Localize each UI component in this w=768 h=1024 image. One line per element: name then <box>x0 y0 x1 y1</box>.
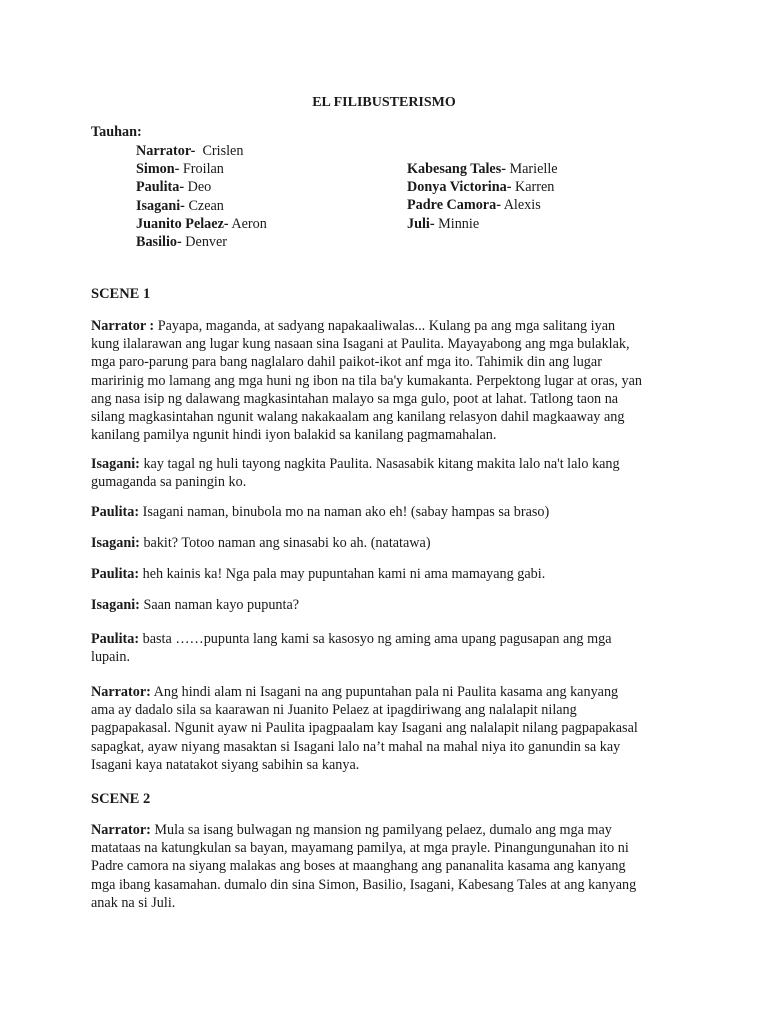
dialogue-line: ang nasa isip ng dalawang magkasintahan malayo sa mga gulo, poot at lahat. Tatlong taon na <box>91 390 619 407</box>
speaker-name: Isagani: <box>91 597 140 613</box>
dialogue-text: bakit? Totoo naman ang sinasabi ko ah. (natatawa) <box>139 535 431 551</box>
dialogue-block <box>91 596 681 614</box>
speaker-name: Isagani: <box>91 456 140 472</box>
dialogue-line <box>91 455 681 473</box>
dialogue-line: Padre camora na siyang malakas ang boses at maanghang ang pananalita kasama ang kanyang <box>91 858 626 875</box>
cast-list-left <box>136 142 267 251</box>
dialogue-block <box>91 565 681 583</box>
cast-actor: Karren <box>515 179 555 196</box>
cast-actor: Czean <box>188 197 224 214</box>
dialogue-text: Saan naman kayo pupunta? <box>139 597 300 613</box>
cast-actor: Denver <box>185 234 228 251</box>
cast-entry: Juanito Pelaez- Aeron <box>136 215 267 232</box>
cast-role: Donya Victorina <box>407 179 507 196</box>
cast-actor: Alexis <box>503 197 541 214</box>
cast-entry: Donya Victorina- Karren <box>407 179 555 196</box>
dialogue-line: mga paro-parung para bang naglalaro dahil paikot-ikot anf mga ito. Tahimik din ang lugar <box>91 354 602 371</box>
cast-role: Juli <box>407 215 430 232</box>
cast-entry: Isagani- Czean <box>136 197 224 214</box>
dialogue-line: ama ay dadalo sila sa kaarawan ni Juanito Pelaez at ipagdiriwang ang nalalapit nilang <box>91 702 577 719</box>
dialogue-block <box>91 630 681 666</box>
dialogue-block <box>91 683 681 774</box>
dialogue-line: matataas na katungkulan sa bayan, mayamang pamilya, at mga prayle. Pinangungunahan ito ni <box>91 840 629 857</box>
dialogue-text: kay tagal ng huli tayong nagkita Paulita. Nasasabik kitang makita lalo na't lalo kang <box>139 456 620 472</box>
dialogue-line <box>91 630 681 648</box>
dialogue-text: basta ……pupunta lang kami sa kasosyo ng aming ama upang pagusapan ang mga <box>139 631 612 647</box>
dialogue-text: heh kainis ka! Nga pala may pupuntahan kami ni ama mamayang gabi. <box>139 566 546 582</box>
cast-entry: Simon- Froilan <box>136 161 224 178</box>
cast-role: Kabesang Tales <box>407 161 502 177</box>
scene-heading: SCENE 1 <box>91 286 151 302</box>
cast-role: Simon <box>136 161 175 178</box>
scene-heading: SCENE 2 <box>91 791 151 807</box>
cast-actor: Crislen <box>202 143 244 159</box>
cast-role: Juanito Pelaez <box>136 215 224 232</box>
dialogue-line <box>91 683 681 701</box>
dialogue-line: lupain. <box>91 649 131 666</box>
dialogue-text: Ang hindi alam ni Isagani na ang pupuntahan pala ni Paulita kasama ang kanyang <box>150 684 619 700</box>
cast-entry: Kabesang Tales- Marielle <box>407 161 558 177</box>
cast-entry: Juli- Minnie <box>407 215 480 232</box>
dialogue-text: Payapa, maganda, at sadyang napakaaliwalas... Kulang pa ang mga salitang iyan <box>154 318 616 334</box>
dialogue-line: pagpapakasal. Ngunit ayaw ni Paulita ipagpaalam kay Isagani ang nalalapit nilang pagpapakasal <box>91 720 638 737</box>
speaker-name: Paulita: <box>91 504 140 520</box>
cast-entry: Padre Camora- Alexis <box>407 197 541 214</box>
cast-actor: Froilan <box>182 161 224 178</box>
speaker-name: Narrator: <box>91 684 151 700</box>
cast-role: Basilio <box>136 234 177 251</box>
dialogue-block <box>91 821 681 912</box>
cast-entry: Paulita- Deo <box>136 179 212 196</box>
dialogue-text: Mula sa isang bulwagan ng mansion ng pamilyang pelaez, dumalo ang mga may <box>150 822 612 838</box>
dialogue-line <box>91 596 681 614</box>
cast-actor: Marielle <box>509 161 558 177</box>
dialogue-line: gumaganda sa paningin ko. <box>91 474 247 491</box>
dialogue-line <box>91 534 681 552</box>
dialogue-line: sapagkat, ayaw niyang masaktan si Isagani lalo na’t mahal na mahal niya ito ganundin sa kay <box>91 738 621 755</box>
cast-label: Tauhan: <box>91 124 142 140</box>
dialogue-line <box>91 317 681 335</box>
cast-actor: Aeron <box>231 215 267 232</box>
speaker-name: Narrator: <box>91 822 151 838</box>
dialogue-line: silang magkasintahan ngunit walang nakakaalam ang kanilang relasyon dahil magkaaway ang <box>91 409 625 426</box>
dialogue-line <box>91 565 681 583</box>
cast-role: Isagani <box>136 197 181 214</box>
cast-role: Narrator <box>136 143 191 159</box>
dialogue-block <box>91 455 681 491</box>
dialogue-block <box>91 534 681 552</box>
dialogue-line: anak na si Juli. <box>91 894 176 911</box>
dialogue-line: Isagani kaya natatakot siyang sabihin sa kanya. <box>91 756 360 773</box>
dialogue-block <box>91 317 681 444</box>
dialogue-block <box>91 503 681 521</box>
dialogue-line <box>91 503 681 521</box>
speaker-name: Paulita: <box>91 566 140 582</box>
dialogue-line <box>91 821 681 839</box>
cast-actor: Deo <box>187 179 212 196</box>
document-title: EL FILIBUSTERISMO <box>312 95 456 110</box>
cast-actor: Minnie <box>438 215 480 232</box>
dialogue-line: mga ibang kasamahan. dumalo din sina Simon, Basilio, Isagani, Kabesang Tales at ang kanyang <box>91 876 637 893</box>
dialogue-line: kanilang pamilya ngunit hindi iyon balakid sa kanilang pagmamahalan. <box>91 427 497 444</box>
cast-role: Padre Camora <box>407 197 497 214</box>
dialogue-line: kung ilalarawan ang lugar kung nasaan sina Isagani at Paulita. Mayayabong ang mga bulaklak, <box>91 336 630 353</box>
speaker-name: Paulita: <box>91 631 140 647</box>
cast-entry: Narrator- Crislen <box>136 143 244 159</box>
cast-entry: Basilio- Denver <box>136 234 228 251</box>
dialogue-text: Isagani naman, binubola mo na naman ako eh! (sabay hampas sa braso) <box>139 504 550 520</box>
speaker-name: Narrator : <box>91 318 155 334</box>
cast-list-right <box>407 160 558 233</box>
speaker-name: Isagani: <box>91 535 140 551</box>
dialogue-line: maririnig mo lamang ang mga huni ng ibon na tila ba'y kumakanta. Perpektong lugar at oras, yan <box>91 372 642 389</box>
cast-role: Paulita <box>136 179 180 196</box>
